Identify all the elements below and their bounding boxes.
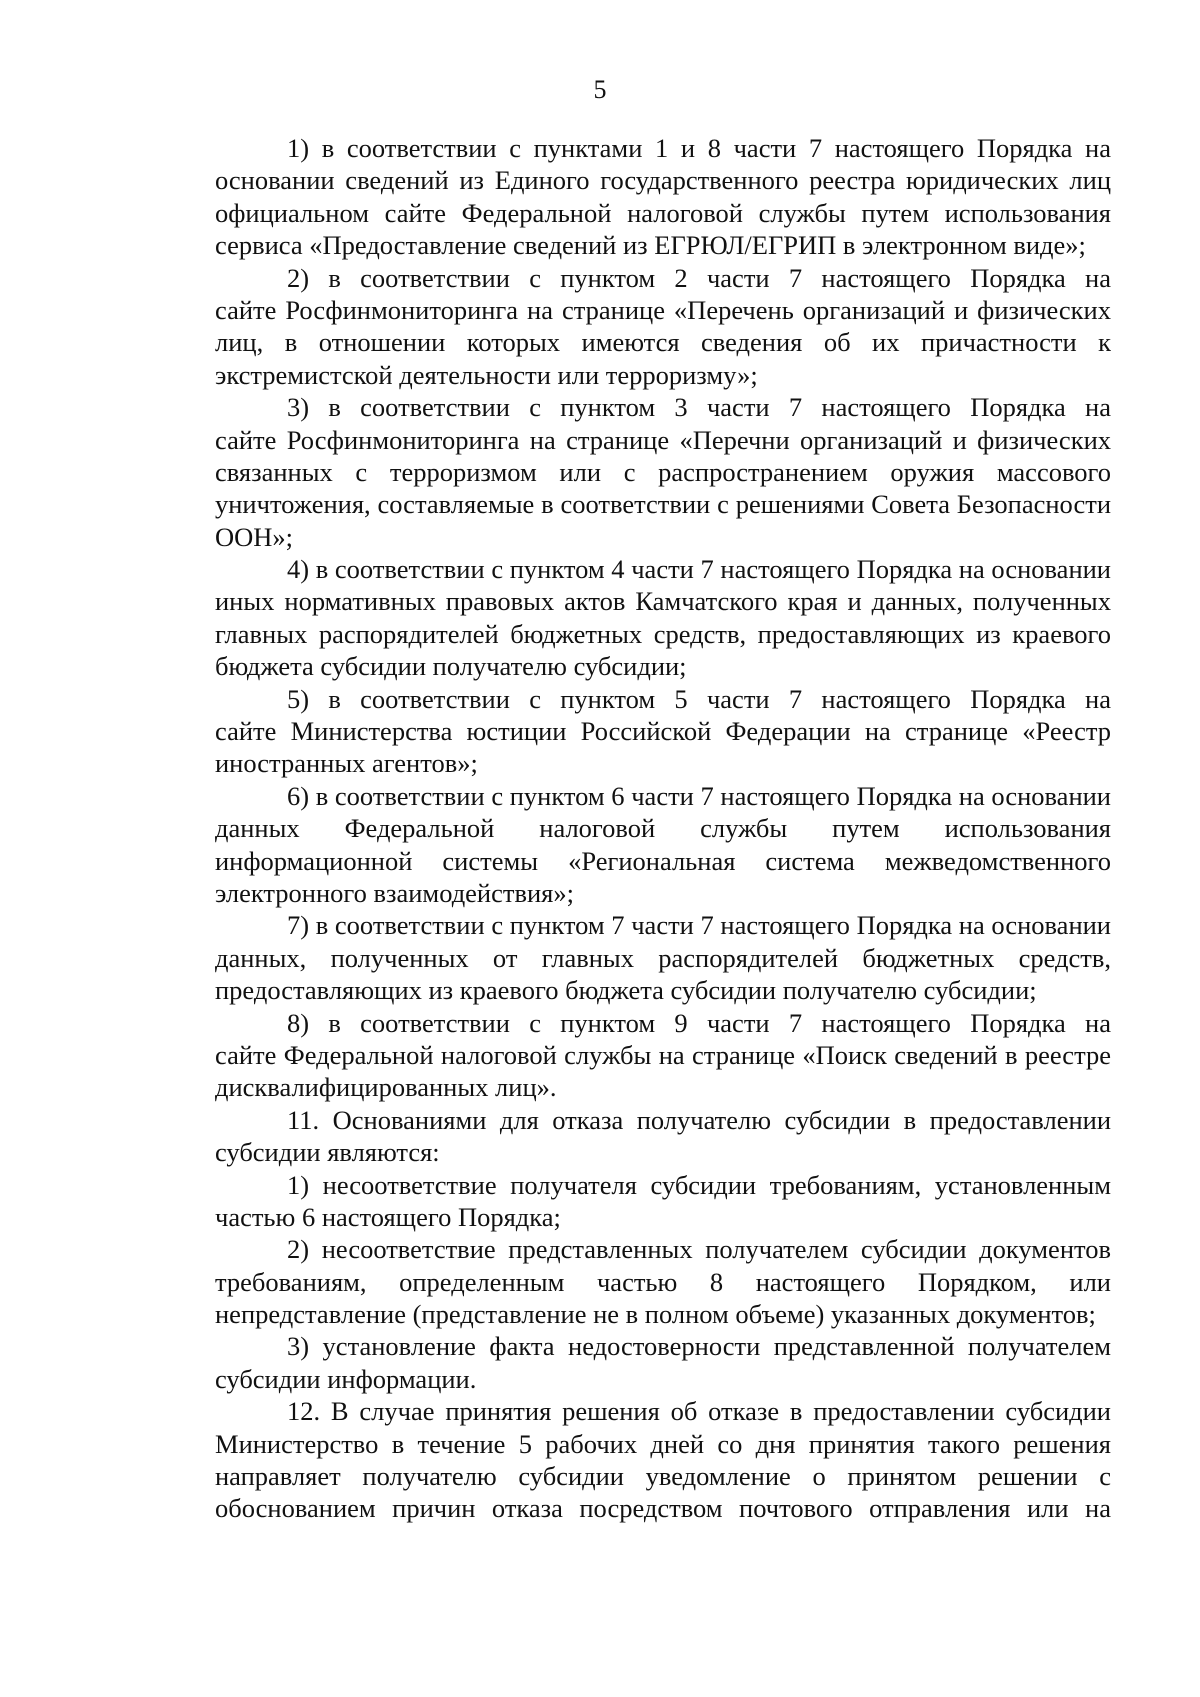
text-line: направляет получателю субсидии уведомление о принятом решении с (215, 1461, 1111, 1492)
paragraph (143, 553, 1111, 683)
paragraph (143, 391, 1111, 553)
text-line: бюджета субсидии получателю субсидии; (215, 651, 687, 682)
text-line: 4) в соответствии с пунктом 4 части 7 настоящего Порядка на основании (287, 554, 1111, 585)
text-line: субсидии являются: (215, 1137, 440, 1168)
text-line: 12. В случае принятия решения об отказе в предоставлении субсидии (287, 1396, 1111, 1427)
text-line: сервиса «Предоставление сведений из ЕГРЮЛ/ЕГРИП в электронном виде»; (215, 230, 1086, 261)
paragraph (143, 909, 1111, 1006)
paragraph (143, 262, 1111, 392)
text-line: сайте Росфинмониторинга на странице «Перечни организаций и физических (215, 424, 1111, 455)
paragraph (143, 1395, 1111, 1525)
paragraph (143, 1104, 1111, 1169)
text-line: непредставление (представление не в полном объеме) указанных документов; (215, 1299, 1096, 1330)
text-line: электронного взаимодействия»; (215, 877, 574, 908)
paragraph (143, 1007, 1111, 1104)
text-line: 2) несоответствие представленных получателем субсидии документов (287, 1234, 1111, 1265)
text-line: данных, полученных от главных распорядителей бюджетных средств, (215, 942, 1111, 973)
paragraph (143, 1233, 1111, 1330)
text-line: 2) в соответствии с пунктом 2 части 7 настоящего Порядка на (287, 262, 1111, 293)
paragraph (143, 1169, 1111, 1234)
text-line: информационной системы «Региональная система межведомственного (215, 845, 1111, 876)
text-line: 8) в соответствии с пунктом 9 части 7 настоящего Порядка на (287, 1007, 1111, 1038)
paragraph (143, 683, 1111, 780)
text-line: 7) в соответствии с пунктом 7 части 7 настоящего Порядка на основании (287, 910, 1111, 941)
text-line: данных Федеральной налоговой службы путем использования (215, 813, 1111, 844)
paragraph (143, 1330, 1111, 1395)
text-line: 3) в соответствии с пунктом 3 части 7 настоящего Порядка на (287, 392, 1111, 423)
text-line: субсидии информации. (215, 1363, 477, 1394)
text-line: иностранных агентов»; (215, 748, 478, 779)
text-line: сайте Росфинмониторинга на странице «Перечень организаций и физических (215, 294, 1111, 325)
text-line: обоснованием причин отказа посредством почтового отправления или на (215, 1493, 1111, 1524)
text-line: основании сведений из Единого государственного реестра юридических лиц (215, 165, 1111, 196)
text-line: 11. Основаниями для отказа получателю субсидии в предоставлении (287, 1104, 1111, 1135)
text-line: официальном сайте Федеральной налоговой службы путем использования (215, 197, 1111, 228)
page-number: 5 (593, 75, 607, 104)
text-line: сайте Федеральной налоговой службы на странице «Поиск сведений в реестре (215, 1039, 1111, 1070)
text-line: Министерство в течение 5 рабочих дней со дня принятия такого решения (215, 1428, 1111, 1459)
text-line: связанных с терроризмом или с распространением оружия массового (215, 456, 1111, 487)
text-line: 6) в соответствии с пунктом 6 части 7 настоящего Порядка на основании (287, 780, 1111, 811)
text-line: экстремистской деятельности или терроризму»; (215, 359, 758, 390)
text-line: сайте Министерства юстиции Российской Федерации на странице «Реестр (215, 716, 1111, 747)
text-line: требованиям, определенным частью 8 настоящего Порядком, или (215, 1266, 1111, 1297)
document-body (143, 132, 1111, 1525)
text-line: иных нормативных правовых актов Камчатского края и данных, полученных (215, 586, 1111, 617)
text-line: главных распорядителей бюджетных средств, предоставляющих из краевого (215, 618, 1111, 649)
text-line: предоставляющих из краевого бюджета субсидии получателю субсидии; (215, 975, 1037, 1006)
text-line: частью 6 настоящего Порядка; (215, 1201, 561, 1232)
paragraph (143, 780, 1111, 910)
text-line: 1) несоответствие получателя субсидии требованиям, установленным (287, 1169, 1111, 1200)
text-line: 5) в соответствии с пунктом 5 части 7 настоящего Порядка на (287, 683, 1111, 714)
text-line: ООН»; (215, 521, 294, 552)
text-line: уничтожения, составляемые в соответствии с решениями Совета Безопасности (215, 489, 1111, 520)
text-line: лиц, в отношении которых имеются сведения об их причастности к (215, 327, 1111, 358)
text-line: 3) установление факта недостоверности представленной получателем (287, 1331, 1111, 1362)
paragraph (143, 132, 1111, 262)
text-line: дисквалифицированных лиц». (215, 1072, 557, 1103)
text-line: 1) в соответствии с пунктами 1 и 8 части 7 настоящего Порядка на (287, 133, 1111, 163)
